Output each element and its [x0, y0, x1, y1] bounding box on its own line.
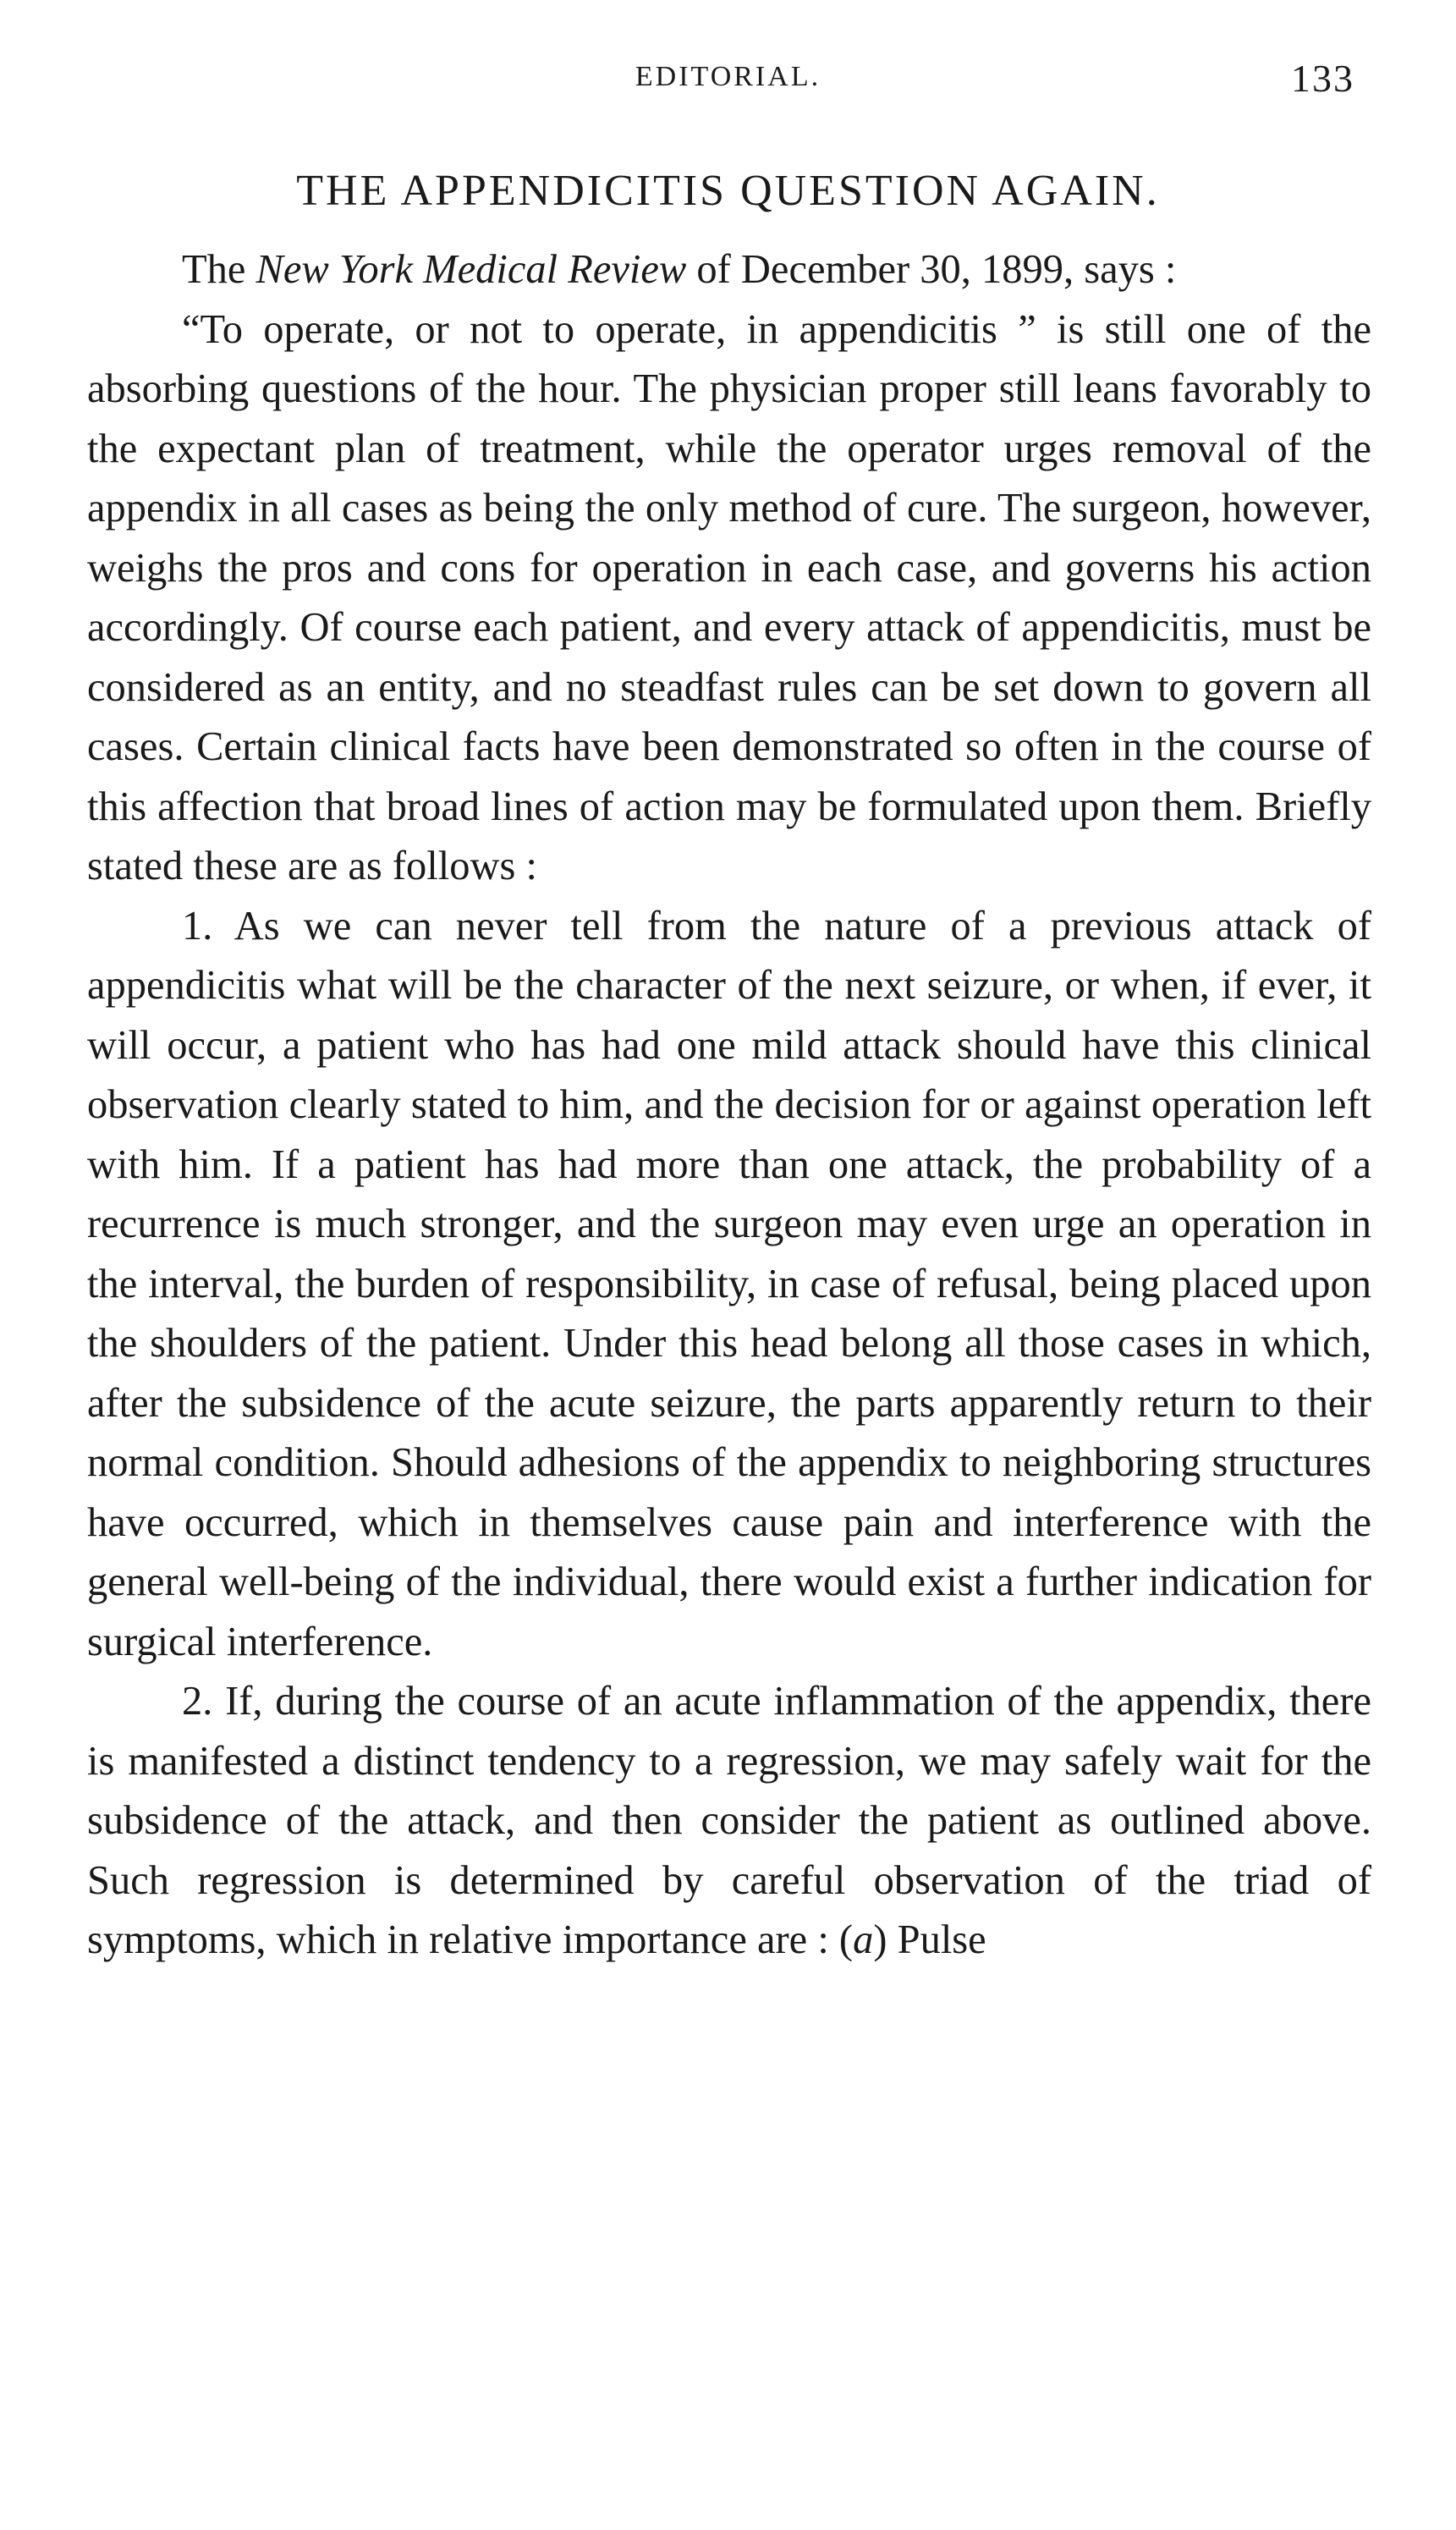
running-title: EDITORIAL.	[635, 61, 821, 92]
list-marker-a: a	[853, 1917, 874, 1962]
numbered-paragraph-2	[87, 1672, 1371, 1971]
numbered-paragraph-1: 1. As we can never tell from the nature of a previous attack of appendicitis what will be the character of the next seizure, or when, if ever, it will occur, a patient who has had one mild attack should have this clinical observation clearly stated to him, and the decision for or against operation left with him. If a patient has had more than one attack, the probability of a recurrence is much stronger, and the surgeon may even urge an operation in the interval, the burden of responsibility, in case of refusal, being placed upon the shoulders of the patient. Under this head belong all those cases in which, after the subsidence of the acute seizure, the parts apparently return to their normal condition. Should adhesions of the appendix to neighboring structures have occurred, which in themselves cause pain and interference with the general well-being of the individual, there would exist a further indication for surgical interference.	[87, 903, 1371, 1664]
article-title: THE APPENDICITIS QUESTION AGAIN.	[296, 167, 1160, 215]
article-body	[87, 240, 1371, 1971]
quoted-paragraph: “To operate, or not to operate, in appendicitis ” is still one of the absorbing questions of the hour. The physician proper still leans favorably to the expectant plan of treatment, while the operator urges removal of the appendix in all cases as being the only method of cure. The surgeon, however, weighs the pros and cons for operation in each case, and governs his action accordingly. Of course each patient, and every attack of appendicitis, must be considered as an entity, and no steadfast rules can be set down to govern all cases. Certain clinical facts have been demonstrated so often in the course of this affection that broad lines of action may be formulated upon them. Briefly stated these are as follows :	[87, 306, 1371, 888]
intro-after: of December 30, 1899, says :	[686, 247, 1177, 292]
page-number: 133	[1291, 57, 1354, 100]
intro-before: The	[182, 247, 256, 292]
intro-paragraph	[87, 240, 1371, 300]
journal-name: New York Medical Review	[255, 247, 687, 292]
paragraph-3-text: 2. If, during the course of an acute inflammation of the appendix, there is manifested a distinct tendency to a regression, we may safely wait for the subsidence of the attack, and then consider the patient as outlined above. Such regression is determined by careful observation of the triad of symptoms, which in relative importance are : (	[87, 1679, 1371, 1962]
running-head	[85, 56, 1371, 107]
paragraph-3-tail: ) Pulse	[873, 1917, 986, 1962]
